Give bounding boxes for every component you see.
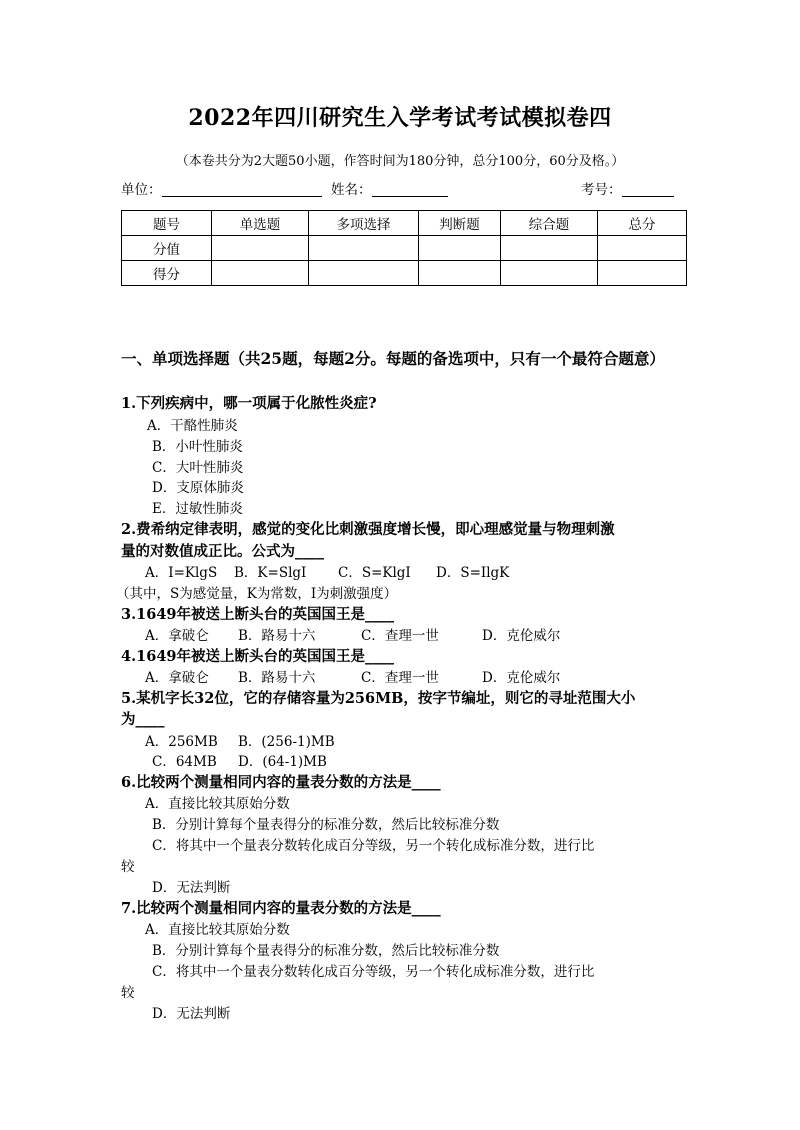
- question-7-option-a: A．直接比较其原始分数: [145, 922, 290, 938]
- question-5-option-a: A．256MB: [145, 734, 218, 750]
- name-blank: [372, 182, 448, 197]
- question-6-option-a: A．直接比较其原始分数: [145, 796, 290, 812]
- unit-field: [121, 178, 322, 198]
- question-2-stem: 2.费希纳定律表明，感觉的变化比刺激强度增长慢，即心理感觉量与物理刺激: [121, 521, 615, 538]
- question-2-option-d: D．S=IlgK: [436, 565, 510, 581]
- question-1-option-a: A．干酪性肺炎: [147, 418, 238, 434]
- name-field: [331, 178, 448, 198]
- question-1-stem: 1.下列疾病中，哪一项属于化脓性炎症?: [121, 395, 377, 412]
- question-5-option-d: D．(64-1)MB: [238, 754, 327, 770]
- question-5-option-c: C．64MB: [152, 754, 217, 770]
- header-cell: 多项选择: [309, 211, 419, 236]
- question-6-option-d: D．无法判断: [152, 880, 231, 896]
- score-cell[interactable]: [419, 236, 501, 261]
- header-cell: 单选题: [212, 211, 309, 236]
- question-7-stem: 7.比较两个测量相同内容的量表分数的方法是____: [121, 900, 441, 917]
- score-table-row: [122, 236, 687, 261]
- score-cell[interactable]: [212, 236, 309, 261]
- id-blank: [622, 182, 674, 197]
- score-cell[interactable]: [419, 261, 501, 286]
- question-3-option-a: A．拿破仑: [145, 628, 209, 644]
- score-cell[interactable]: [212, 261, 309, 286]
- question-4-option-b: B．路易十六: [238, 670, 316, 686]
- question-7-option-b: B．分别计算每个量表得分的标准分数，然后比较标准分数: [152, 943, 500, 959]
- header-cell: 判断题: [419, 211, 501, 236]
- question-3-option-c: C．查理一世: [361, 628, 439, 644]
- question-7-option-c-cont: 较: [121, 985, 135, 1001]
- header-cell: 题号: [122, 211, 212, 236]
- question-7-option-c: C．将其中一个量表分数转化成百分等级，另一个转化成标准分数，进行比: [152, 964, 595, 980]
- row-label: 分值: [122, 236, 212, 261]
- question-6-option-c-cont: 较: [121, 859, 135, 875]
- score-cell[interactable]: [598, 261, 687, 286]
- question-6-option-b: B．分别计算每个量表得分的标准分数，然后比较标准分数: [152, 817, 500, 833]
- section-heading: 一、单项选择题（共25题，每题2分。每题的备选项中，只有一个最符合题意）: [121, 349, 665, 368]
- question-2-option-a: A．I=KlgS: [145, 565, 218, 581]
- question-6-option-c: C．将其中一个量表分数转化成百分等级，另一个转化成标准分数，进行比: [152, 838, 595, 854]
- score-cell[interactable]: [598, 236, 687, 261]
- score-table: [121, 210, 687, 286]
- score-table-header-row: [122, 211, 687, 236]
- score-cell[interactable]: [309, 261, 419, 286]
- id-field: [581, 178, 674, 198]
- question-1-option-d: D．支原体肺炎: [152, 480, 244, 496]
- question-3-option-b: B．路易十六: [238, 628, 316, 644]
- question-6-stem: 6.比较两个测量相同内容的量表分数的方法是____: [121, 774, 441, 791]
- question-1-option-e: E．过敏性肺炎: [152, 501, 243, 517]
- question-2-note: （其中，S为感觉量，K为常数，I为刺激强度）: [116, 586, 398, 602]
- question-4-option-d: D．克伦威尔: [482, 670, 561, 686]
- question-3-option-d: D．克伦威尔: [482, 628, 561, 644]
- id-label: 考号：: [581, 182, 622, 198]
- name-label: 姓名：: [331, 182, 372, 198]
- exam-subtitle: （本卷共分为2大题50小题，作答时间为180分钟，总分100分，60分及格。）: [175, 154, 625, 169]
- question-4-stem: 4.1649年被送上断头台的英国国王是____: [121, 648, 394, 665]
- header-cell: 综合题: [501, 211, 598, 236]
- score-cell[interactable]: [309, 236, 419, 261]
- question-5-option-b: B．(256-1)MB: [238, 734, 335, 750]
- question-3-stem: 3.1649年被送上断头台的英国国王是____: [121, 606, 394, 623]
- question-1-option-c: C．大叶性肺炎: [152, 460, 244, 476]
- unit-label: 单位：: [121, 182, 162, 198]
- question-1-option-b: B．小叶性肺炎: [152, 439, 243, 455]
- question-2-option-b: B．K=SlgI: [234, 565, 307, 581]
- question-2-stem-cont: 量的对数值成正比。公式为____: [121, 543, 324, 560]
- question-4-option-a: A．拿破仑: [145, 670, 209, 686]
- question-4-option-c: C．查理一世: [361, 670, 439, 686]
- row-label: 得分: [122, 261, 212, 286]
- question-5-stem: 5.某机字长32位，它的存储容量为256MB，按字节编址，则它的寻址范围大小: [121, 690, 636, 707]
- header-cell: 总分: [598, 211, 687, 236]
- unit-blank: [162, 182, 322, 197]
- score-cell[interactable]: [501, 261, 598, 286]
- question-5-stem-cont: 为____: [121, 711, 165, 728]
- exam-title: 2022年四川研究生入学考试考试模拟卷四: [188, 105, 612, 131]
- score-cell[interactable]: [501, 236, 598, 261]
- question-2-option-c: C．S=KlgI: [338, 565, 411, 581]
- score-table-row: [122, 261, 687, 286]
- question-7-option-d: D．无法判断: [152, 1006, 231, 1022]
